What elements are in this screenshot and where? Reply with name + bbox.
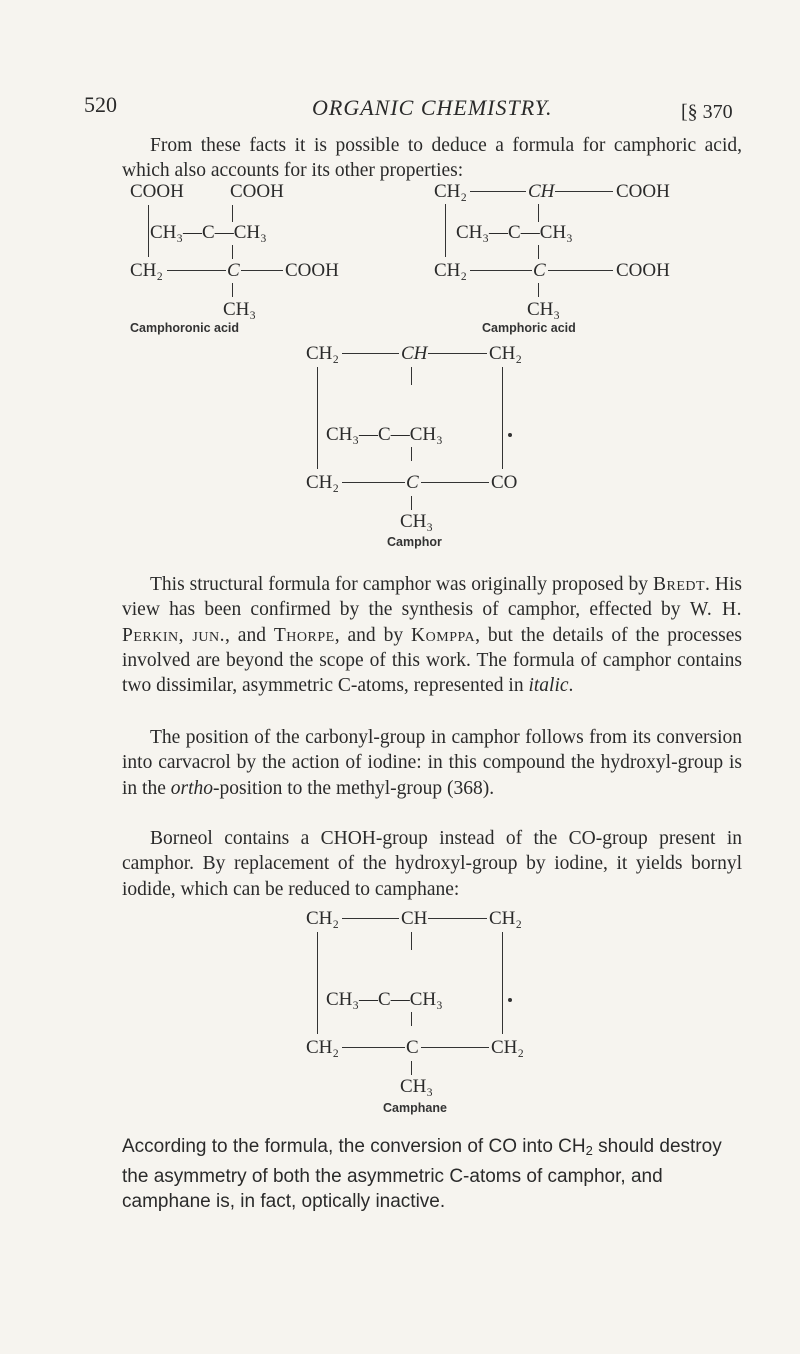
bond	[428, 353, 487, 354]
bond	[470, 191, 526, 192]
bond	[538, 245, 539, 259]
ch2-left: CH₂	[306, 908, 340, 929]
bond	[502, 367, 503, 469]
caption-camphoronic-acid: Camphoronic acid	[130, 321, 240, 335]
bond	[342, 482, 405, 483]
caption-camphoric-acid: Camphoric acid	[482, 321, 576, 335]
bond	[411, 932, 412, 950]
ch2-bottom: CH₂	[306, 472, 340, 493]
bond	[241, 270, 283, 271]
caption-camphor: Camphor	[387, 535, 442, 549]
bond	[502, 932, 503, 1034]
cooh-right: COOH	[230, 181, 284, 202]
bond	[317, 932, 318, 1034]
section-number: [§ 370	[681, 101, 733, 123]
bond	[555, 191, 613, 192]
ch3-c-ch3: CH₃—C—CH₃	[150, 222, 267, 243]
intro-paragraph: From these facts it is possible to deduce a formula for camphoric acid, which also accounts for its other properties:	[122, 135, 742, 182]
co: CO	[491, 472, 518, 493]
bond	[411, 1061, 412, 1075]
ch3: CH₃	[527, 299, 561, 320]
ch3: CH₃	[400, 1076, 434, 1097]
caption-camphane: Camphane	[383, 1101, 447, 1115]
ch3-c-ch3: CH₃—C—CH₃	[326, 424, 443, 445]
running-title: ORGANIC CHEMISTRY.	[312, 95, 553, 120]
bond	[538, 283, 539, 297]
cooh-mid: COOH	[285, 260, 339, 281]
ch: CH	[401, 343, 428, 364]
paragraph-carbonyl: The position of the carbonyl-group in camphor follows from its conversion into carvacrol by the action of iodine: in this compound the hydroxyl-group is in the ortho-position to the methyl-group (368).	[122, 727, 742, 799]
bond	[421, 482, 489, 483]
bond	[470, 270, 532, 271]
c-atom: C	[533, 260, 546, 281]
ch2-bottom-right: CH₂	[491, 1037, 525, 1058]
bond	[445, 204, 446, 257]
ch2-bottom: CH₂	[306, 1037, 340, 1058]
ch2: CH₂	[130, 260, 164, 281]
bond	[342, 1047, 405, 1048]
mark-dot	[508, 998, 512, 1002]
bond	[421, 1047, 489, 1048]
bond	[411, 496, 412, 510]
cooh-bottom: COOH	[616, 260, 670, 281]
ch2-bottom: CH₂	[434, 260, 468, 281]
bond	[167, 270, 226, 271]
bond	[232, 205, 233, 222]
bond	[342, 918, 399, 919]
mark-dot	[508, 433, 512, 437]
cooh-left: COOH	[130, 181, 184, 202]
bond	[411, 367, 412, 385]
ch: CH	[528, 181, 555, 202]
bond	[232, 283, 233, 297]
author-bredt: Bredt	[652, 574, 706, 595]
ch2-right: CH₂	[489, 343, 523, 364]
bond	[411, 447, 412, 461]
ch2-top: CH₂	[434, 181, 468, 202]
ch2-right: CH₂	[489, 908, 523, 929]
page-number: 520	[84, 92, 117, 117]
ch3-c-ch3: CH₃—C—CH₃	[326, 989, 443, 1010]
c-atom: C	[406, 472, 419, 493]
paragraph-borneol: Borneol contains a CHOH-group instead of the CO-group present in camphor. By replacement of the hydroxyl-group by iodine, it yields bornyl iodide, which can be reduced to camphane:	[122, 828, 742, 900]
ch3: CH₃	[223, 299, 257, 320]
bond	[538, 204, 539, 222]
c-atom: C	[406, 1037, 419, 1058]
bond	[428, 918, 487, 919]
conclusion-paragraph: According to the formula, the conversion of CO into $CH_2$ should destroy the asymmetry of both the asymmetric C-atoms of camphor, and camphane is, in fact, optically inactive.	[122, 1136, 722, 1212]
author-perkin: W. H. Perkin, jun.	[122, 599, 743, 646]
ch3-c-ch3: CH₃—C—CH₃	[456, 222, 573, 243]
cooh-top: COOH	[616, 181, 670, 202]
bond	[548, 270, 613, 271]
bond	[342, 353, 399, 354]
ch2-left: CH₂	[306, 343, 340, 364]
ch3: CH₃	[400, 511, 434, 532]
author-komppa: Komppa	[411, 624, 476, 646]
c-atom: C	[227, 260, 240, 281]
paragraph-bredt: This structural formula for camphor was originally proposed by Bredt. His view has been confirmed by the synthesis of camphor, effected by W. H. Perkin, jun., and Thorpe, and by Komppa, but the details of the processes involved are beyond the scope of this work. The formula of camphor contains two dissimilar, asymmetric C-atoms, represented in italic.	[122, 574, 743, 697]
bond	[232, 245, 233, 259]
ch: CH	[401, 908, 428, 929]
bond	[411, 1012, 412, 1026]
author-thorpe: Thorpe	[273, 624, 335, 646]
bond	[317, 367, 318, 469]
